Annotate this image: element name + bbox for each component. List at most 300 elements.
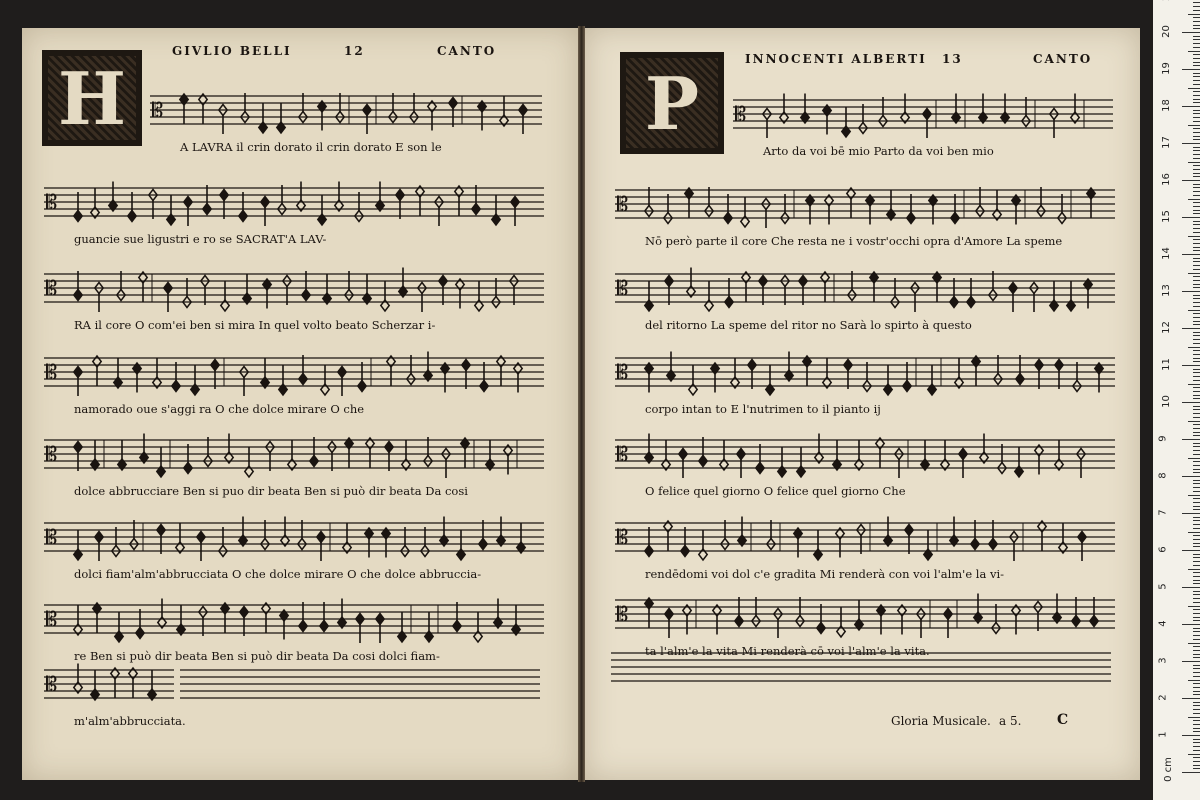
ruler-tick [1193, 461, 1200, 462]
ruler-label: 18 [1160, 99, 1172, 112]
ruler-tick [1193, 321, 1200, 322]
ruler-tick [1193, 502, 1200, 503]
note-head [453, 621, 461, 632]
ruler-tick [1193, 206, 1200, 207]
note-head [184, 197, 192, 208]
ruler-tick [1193, 613, 1200, 614]
ruler-tick [1193, 509, 1200, 510]
ruler-tick [1193, 25, 1200, 26]
ruler-tick [1193, 561, 1200, 562]
music-staff [615, 578, 1115, 648]
ruler-tick [1193, 598, 1200, 599]
note-head [136, 628, 144, 639]
note-head [385, 442, 393, 453]
ruler-tick [1193, 47, 1200, 48]
note-head [519, 105, 527, 116]
clef-icon: 𝄡 [617, 192, 629, 216]
ruler-tick [1193, 295, 1200, 296]
ruler-tick [1193, 450, 1200, 451]
note-head [756, 463, 764, 474]
note-head [665, 609, 673, 620]
note-head [480, 381, 488, 392]
note-head [971, 539, 979, 550]
music-staff [150, 74, 542, 144]
ruler-tick [1193, 720, 1200, 721]
ruler-label: 15 [1160, 210, 1172, 223]
note-head [74, 367, 82, 378]
ruler-tick [1193, 376, 1200, 377]
ruler-tick [1188, 717, 1200, 718]
ruler-tick [1193, 17, 1200, 18]
ruler-tick [1188, 421, 1200, 422]
ruler-tick [1193, 543, 1200, 544]
ruler-tick [1193, 339, 1200, 340]
note-head [299, 374, 307, 385]
ruler-tick [1193, 424, 1200, 425]
ruler-tick [1182, 587, 1200, 588]
note-head [472, 204, 480, 215]
ruler-tick [1193, 731, 1200, 732]
lyric-line: RA il core O com'ei ben si mira In quel volto beato Scherzar i- [74, 318, 436, 332]
ruler-tick [1193, 657, 1200, 658]
ruler-tick [1193, 594, 1200, 595]
ruler-label: 17 [1160, 136, 1172, 149]
ruler-tick [1193, 535, 1200, 536]
note-head [665, 276, 673, 287]
decorated-initial-p [620, 52, 724, 154]
ruler-tick [1193, 350, 1200, 351]
ruler-label: 3 [1157, 657, 1169, 664]
ruler-tick [1193, 298, 1200, 299]
ruler-tick [1193, 210, 1200, 211]
ruler-tick [1193, 95, 1200, 96]
ruler-tick [1193, 694, 1200, 695]
ruler-tick [1193, 280, 1200, 281]
music-staff [44, 252, 544, 322]
ruler-tick [1193, 639, 1200, 640]
ruler-tick [1193, 465, 1200, 466]
ruler-tick [1193, 284, 1200, 285]
note-head [479, 539, 487, 550]
note-head [95, 532, 103, 543]
ruler-tick [1193, 184, 1200, 185]
ruler-tick [1193, 628, 1200, 629]
ruler-tick [1193, 62, 1200, 63]
ruler-tick [1193, 239, 1200, 240]
ruler-tick [1182, 402, 1200, 403]
music-staff [44, 166, 544, 236]
note-head [449, 98, 457, 109]
ruler-tick [1182, 698, 1200, 699]
note-head [950, 297, 958, 308]
ruler-tick [1193, 472, 1200, 473]
note-head [240, 607, 248, 618]
note-head [317, 532, 325, 543]
ruler-tick [1193, 446, 1200, 447]
ruler-label: 16 [1160, 173, 1172, 186]
ruler-tick [1193, 750, 1200, 751]
ruler-tick [1193, 202, 1200, 203]
ruler-tick [1188, 680, 1200, 681]
ruler-tick [1193, 765, 1200, 766]
ruler-tick [1188, 310, 1200, 311]
clef-icon: 𝄡 [617, 360, 629, 384]
ruler-tick [1193, 539, 1200, 540]
ruler-tick [1182, 328, 1200, 329]
note-head [748, 360, 756, 371]
left-header-name: GIVLIO BELLI [172, 44, 292, 58]
lyric-line: namorado oue s'aggi ra O che dolce mirare O che [74, 402, 365, 416]
ruler-tick [1188, 569, 1200, 570]
note-head [1035, 360, 1043, 371]
ruler-tick [1193, 395, 1200, 396]
ruler-tick [1193, 650, 1200, 651]
note-head [356, 614, 364, 625]
ruler-tick [1193, 243, 1200, 244]
ruler-tick [1193, 517, 1200, 518]
ruler-tick [1193, 702, 1200, 703]
ruler-tick [1193, 435, 1200, 436]
note-head [699, 456, 707, 467]
note-head [959, 449, 967, 460]
music-staff [733, 78, 1113, 148]
ruler-tick [1193, 487, 1200, 488]
ruler-label: 7 [1157, 509, 1169, 516]
ruler-tick [1193, 6, 1200, 7]
music-staff [615, 252, 1115, 322]
ruler-tick [1193, 358, 1200, 359]
ruler-tick [1188, 458, 1200, 459]
ruler-tick [1193, 54, 1200, 55]
note-head [903, 381, 911, 392]
note-head [1016, 374, 1024, 385]
ruler-tick [1193, 635, 1200, 636]
ruler-tick [1182, 291, 1200, 292]
ruler-tick [1193, 617, 1200, 618]
ruler-tick [1193, 302, 1200, 303]
ruler-tick [1193, 546, 1200, 547]
note-head [923, 109, 931, 120]
ruler-tick [1193, 369, 1200, 370]
ruler-tick [1193, 746, 1200, 747]
note-head [310, 456, 318, 467]
note-head [376, 614, 384, 625]
note-head [907, 213, 915, 224]
ruler-tick [1182, 180, 1200, 181]
measurement-ruler [1153, 0, 1200, 800]
ruler-tick [1193, 491, 1200, 492]
music-staff [615, 418, 1115, 488]
ruler-tick [1193, 687, 1200, 688]
ruler-label [1161, 0, 1172, 1]
ruler-tick [1193, 739, 1200, 740]
ruler-tick [1182, 735, 1200, 736]
ruler-tick [1193, 195, 1200, 196]
ruler-tick [1193, 276, 1200, 277]
ruler-tick [1193, 191, 1200, 192]
note-head [967, 297, 975, 308]
ruler-tick [1193, 591, 1200, 592]
note-head [184, 463, 192, 474]
clef-icon: 𝄡 [46, 276, 58, 300]
ruler-tick [1193, 761, 1200, 762]
ruler-tick [1193, 317, 1200, 318]
lyric-line: Nō però parte il core Che resta ne i vostr'occhi opra d'Amore La speme [645, 234, 1063, 248]
note-head [220, 190, 228, 201]
ruler-tick [1193, 228, 1200, 229]
clef-icon: 𝄡 [46, 360, 58, 384]
ruler-tick [1193, 84, 1200, 85]
ruler-tick [1193, 554, 1200, 555]
ruler-tick [1193, 469, 1200, 470]
note-head [1078, 532, 1086, 543]
ruler-tick [1193, 287, 1200, 288]
ruler-tick [1193, 73, 1200, 74]
ruler-tick [1193, 39, 1200, 40]
ruler-tick [1193, 665, 1200, 666]
ruler-tick [1193, 76, 1200, 77]
ruler-tick [1193, 2, 1200, 3]
note-head [172, 381, 180, 392]
ruler-tick [1188, 14, 1200, 15]
ruler-tick [1193, 173, 1200, 174]
note-head [817, 623, 825, 634]
ruler-tick [1193, 409, 1200, 410]
ruler-tick [1193, 354, 1200, 355]
ruler-tick [1193, 728, 1200, 729]
music-staff [44, 648, 174, 718]
ruler-tick [1188, 754, 1200, 755]
ruler-tick [1188, 51, 1200, 52]
ruler-tick [1182, 143, 1200, 144]
ruler-tick [1182, 624, 1200, 625]
ruler-tick [1193, 576, 1200, 577]
note-head [74, 211, 82, 222]
ruler-tick [1193, 498, 1200, 499]
empty-staff [611, 653, 1111, 693]
ruler-tick [1193, 21, 1200, 22]
ruler-tick [1193, 572, 1200, 573]
ruler-tick [1193, 413, 1200, 414]
clef-icon: 𝄡 [617, 602, 629, 626]
ruler-tick [1193, 313, 1200, 314]
ruler-tick [1193, 258, 1200, 259]
note-head [511, 197, 519, 208]
note-head [164, 283, 172, 294]
ruler-tick [1193, 91, 1200, 92]
note-head [737, 449, 745, 460]
note-head [439, 276, 447, 287]
clef-icon: 𝄡 [617, 442, 629, 466]
ruler-tick [1193, 169, 1200, 170]
clef-icon: 𝄡 [46, 190, 58, 214]
ruler-tick [1193, 691, 1200, 692]
ruler-tick [1188, 495, 1200, 496]
ruler-tick [1193, 583, 1200, 584]
note-head [396, 190, 404, 201]
ruler-tick [1193, 432, 1200, 433]
ruler-tick [1193, 668, 1200, 669]
ruler-tick [1193, 387, 1200, 388]
ruler-tick [1193, 391, 1200, 392]
ruler-tick [1182, 217, 1200, 218]
ruler-tick [1188, 125, 1200, 126]
ruler-label: 20 [1160, 25, 1172, 38]
ruler-tick [1193, 187, 1200, 188]
ruler-label: 14 [1160, 247, 1172, 260]
initial-letter: H [57, 55, 127, 141]
ruler-tick [1193, 768, 1200, 769]
ruler-tick [1193, 332, 1200, 333]
note-head [197, 532, 205, 543]
lyric-line: O felice quel giorno O felice quel giorno Che [645, 484, 906, 498]
ruler-tick [1193, 136, 1200, 137]
ruler-label: 4 [1157, 620, 1169, 627]
ruler-tick [1193, 224, 1200, 225]
ruler-label: 19 [1160, 62, 1172, 75]
note-head [74, 290, 82, 301]
music-staff [44, 501, 544, 571]
note-head [261, 197, 269, 208]
ruler-tick [1193, 454, 1200, 455]
ruler-label: 8 [1157, 472, 1169, 479]
note-head [363, 105, 371, 116]
ruler-tick [1188, 384, 1200, 385]
ruler-label: 12 [1160, 321, 1172, 334]
ruler-tick [1182, 439, 1200, 440]
decorated-initial-h [42, 50, 142, 146]
ruler-tick [1193, 28, 1200, 29]
ruler-tick [1182, 513, 1200, 514]
ruler-tick [1188, 643, 1200, 644]
ruler-tick [1193, 232, 1200, 233]
ruler-tick [1193, 428, 1200, 429]
ruler-tick [1182, 772, 1200, 773]
ruler-tick [1193, 110, 1200, 111]
ruler-tick [1182, 254, 1200, 255]
ruler-tick [1193, 602, 1200, 603]
ruler-tick [1182, 69, 1200, 70]
ruler-tick [1193, 113, 1200, 114]
ruler-tick [1193, 620, 1200, 621]
ruler-tick [1193, 506, 1200, 507]
note-head [905, 525, 913, 536]
clef-icon: 𝄡 [46, 442, 58, 466]
ruler-tick [1188, 199, 1200, 200]
ruler-tick [1193, 147, 1200, 148]
ruler-tick [1193, 676, 1200, 677]
clef-icon: 𝄡 [46, 525, 58, 549]
ruler-tick [1188, 88, 1200, 89]
footer-signature: a 5. [999, 714, 1022, 728]
note-head [299, 621, 307, 632]
ruler-tick [1193, 102, 1200, 103]
ruler-tick [1193, 654, 1200, 655]
ruler-label: 5 [1157, 583, 1169, 590]
note-head [239, 211, 247, 222]
note-head [951, 213, 959, 224]
ruler-label: 2 [1157, 694, 1169, 701]
note-head [128, 211, 136, 222]
ruler-tick [1193, 158, 1200, 159]
ruler-tick [1193, 261, 1200, 262]
ruler-tick [1193, 480, 1200, 481]
lyric-line: ta l'alm'e la vita Mi renderà cō voi l'alm'e la vita. [645, 644, 930, 658]
note-head [157, 525, 165, 536]
ruler-tick [1193, 65, 1200, 66]
ruler-tick [1193, 335, 1200, 336]
ruler-tick [1188, 606, 1200, 607]
ruler-tick [1193, 132, 1200, 133]
ruler-tick [1188, 162, 1200, 163]
lyric-line: rendēdomi voi dol c'e gradita Mi renderà con voi l'alm'e la vi- [645, 567, 1005, 581]
note-head [74, 442, 82, 453]
ruler-tick [1193, 324, 1200, 325]
ruler-unit: 0 cm [1162, 757, 1174, 782]
right-header-part: CANTO [1033, 52, 1093, 66]
clef-icon: 𝄡 [46, 672, 58, 696]
note-head [679, 449, 687, 460]
ruler-tick [1193, 176, 1200, 177]
ruler-tick [1193, 483, 1200, 484]
note-head [320, 621, 328, 632]
empty-staff [180, 670, 540, 710]
music-staff [44, 418, 544, 488]
left-header-part: CANTO [437, 44, 497, 58]
ruler-tick [1193, 247, 1200, 248]
lyric-line: dolci fiam'alm'abbrucciata O che dolce mirare O che dolce abbruccia- [74, 567, 482, 581]
ruler-tick [1193, 646, 1200, 647]
left-header-number: 12 [344, 44, 365, 58]
ruler-tick [1193, 269, 1200, 270]
ruler-tick [1188, 347, 1200, 348]
note-head [645, 546, 653, 557]
ruler-tick [1182, 661, 1200, 662]
ruler-tick [1193, 121, 1200, 122]
note-head [725, 297, 733, 308]
ruler-tick [1193, 580, 1200, 581]
ruler-label: 11 [1160, 358, 1172, 371]
music-staff [44, 583, 544, 653]
ruler-tick [1193, 417, 1200, 418]
ruler-tick [1193, 213, 1200, 214]
ruler-label: 6 [1157, 546, 1169, 553]
lyric-line: dolce abbrucciare Ben si puo dir beata Ben si può dir beata Da cosi [74, 484, 468, 498]
note-head [302, 290, 310, 301]
music-staff [44, 336, 544, 406]
ruler-tick [1193, 150, 1200, 151]
ruler-tick [1193, 631, 1200, 632]
note-head [1090, 616, 1098, 627]
music-staff [615, 336, 1115, 406]
clef-icon: 𝄡 [735, 102, 747, 126]
ruler-label: 9 [1157, 435, 1169, 442]
ruler-tick [1182, 476, 1200, 477]
note-head [989, 539, 997, 550]
note-head [799, 276, 807, 287]
right-page [585, 28, 1140, 780]
ruler-label: 10 [1160, 395, 1172, 408]
ruler-tick [1193, 443, 1200, 444]
lyric-line: re Ben si può dir beata Ben si può dir beata Da cosi dolci fiam- [74, 649, 440, 663]
clef-icon: 𝄡 [617, 525, 629, 549]
ruler-tick [1193, 139, 1200, 140]
lyric-line: guancie sue ligustri e ro se SACRAT'A LAV- [74, 232, 327, 246]
ruler-tick [1193, 380, 1200, 381]
ruler-tick [1193, 406, 1200, 407]
ruler-tick [1193, 80, 1200, 81]
ruler-tick [1193, 724, 1200, 725]
